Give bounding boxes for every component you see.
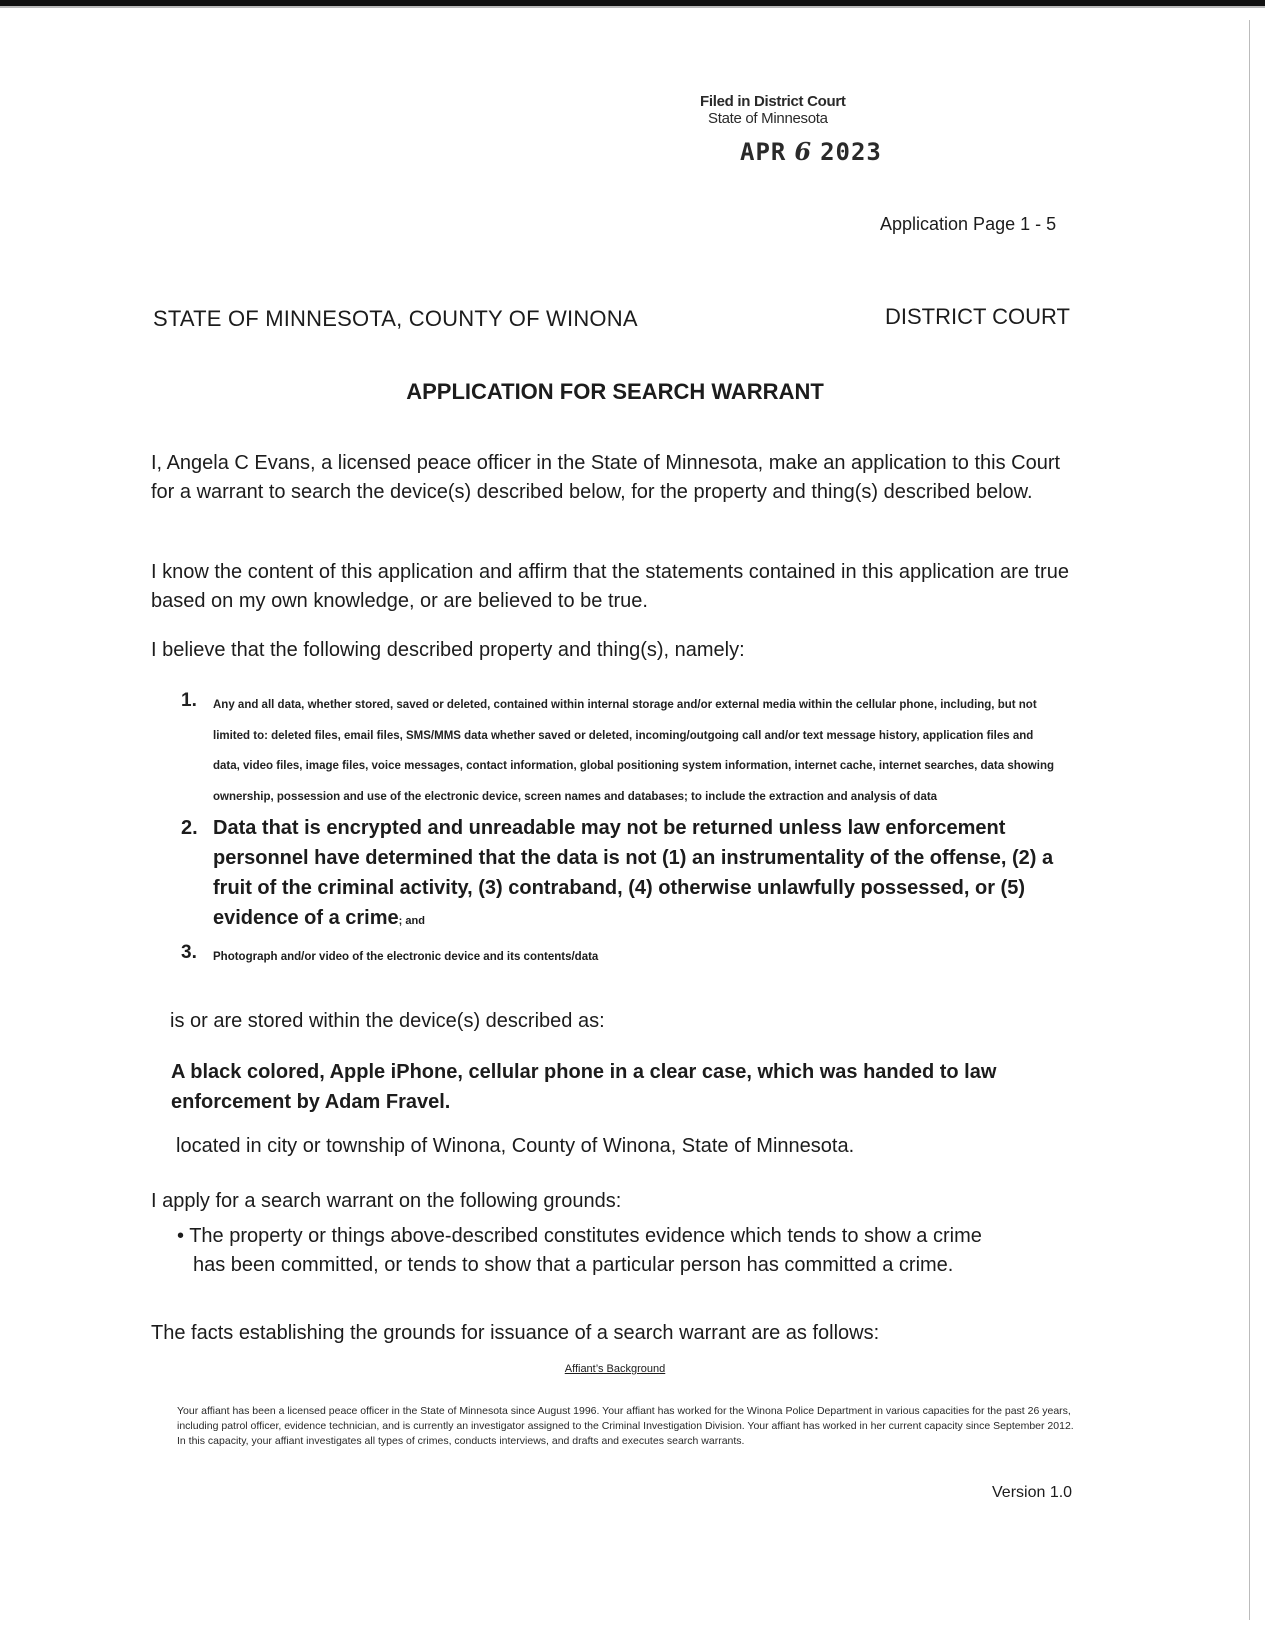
affiant-background-heading: Affiant’s Background <box>564 1363 666 1375</box>
stored-within-label: is or are stored within the device(s) described as: <box>170 1010 605 1032</box>
property-list <box>178 690 1058 972</box>
stamp-line-1: Filed in District Court <box>700 93 846 110</box>
list-item-number: 1. <box>181 690 197 711</box>
court-heading: DISTRICT COURT <box>885 304 1070 329</box>
grounds-intro: I apply for a search warrant on the following grounds: <box>151 1190 622 1212</box>
list-item-text: Photograph and/or video of the electronic device and its contents/data <box>213 951 599 963</box>
grounds-bullet <box>177 1222 1077 1280</box>
scan-edge-shadow <box>0 6 1265 8</box>
list-item-text: Any and all data, whether stored, saved or deleted, contained within internal storage and/or external media within the cellular phone, including, but not limited to: deleted files, email files, SMS/MMS data whether saved or deleted, incoming/outgoing call and/or text message history, application files and data, video files, image files, voice messages, contact information, global positioning system information, internet cache, internet searches, data showing ownership, possession and use of the electronic device, screen names and databases; to include the extraction and analysis of data <box>213 699 1054 803</box>
list-item <box>178 690 1058 812</box>
grounds-line-1: The property or things above-described constitutes evidence which tends to show a crime <box>189 1225 982 1247</box>
stamp-date <box>700 137 900 166</box>
list-item <box>178 813 1058 936</box>
bullet-icon: • <box>177 1225 185 1247</box>
stamp-line-2: State of Minnesota <box>708 110 828 127</box>
list-item-tail: ; and <box>398 915 425 927</box>
document-title: APPLICATION FOR SEARCH WARRANT <box>406 379 824 404</box>
stamp-year: 2023 <box>820 138 882 166</box>
list-item-number: 3. <box>181 942 197 963</box>
device-description: A black colored, Apple iPhone, cellular phone in a clear case, which was handed to law enforcement by Adam Fravel. <box>171 1061 997 1113</box>
stamp-day: 6 <box>794 137 813 166</box>
intro-paragraph-3: I believe that the following described property and thing(s), namely: <box>151 639 745 661</box>
device-location: located in city or township of Winona, County of Winona, State of Minnesota. <box>176 1135 855 1157</box>
intro-paragraph-2: I know the content of this application and affirm that the statements contained in this application are true based on my own knowledge, or are believed to be true. <box>151 561 1069 612</box>
scan-edge-right <box>1249 20 1250 1620</box>
grounds-line-2: has been committed, or tends to show that a particular person has committed a crime. <box>193 1254 954 1276</box>
affiant-background-paragraph: Your affiant has been a licensed peace officer in the State of Minnesota since August 1996. Your affiant has worked for the Winona Police Department in various capacities for the past 26 years, including patrol officer, evidence technician, and is currently an investigator assigned to the Criminal Investigation Division. Your affiant has worked in her current capacity since September 2012. In this capacity, your affiant investigates all types of crimes, conducts interviews, and drafts and executes search warrants. <box>177 1405 1074 1447</box>
facts-intro: The facts establishing the grounds for issuance of a search warrant are as follows: <box>151 1322 880 1344</box>
list-item-text: Data that is encrypted and unreadable may not be returned unless law enforcement personnel have determined that the data is not (1) an instrumentality of the offense, (2) a fruit of the criminal activity, (3) contraband, (4) otherwise unlawfully possessed, or (5) evidence of a crime <box>213 817 1054 929</box>
intro-paragraph-1: I, Angela C Evans, a licensed peace officer in the State of Minnesota, make an application to this Court for a warrant to search the device(s) described below, for the property and thing(s) described below. <box>151 452 1061 503</box>
list-item-number: 2. <box>181 817 198 839</box>
court-filing-stamp <box>700 93 900 166</box>
version-label: Version 1.0 <box>992 1484 1073 1501</box>
application-page-number: Application Page 1 - 5 <box>880 214 1057 234</box>
list-item <box>178 942 1058 972</box>
stamp-month: APR <box>740 138 787 166</box>
jurisdiction-heading: STATE OF MINNESOTA, COUNTY OF WINONA <box>153 306 638 331</box>
